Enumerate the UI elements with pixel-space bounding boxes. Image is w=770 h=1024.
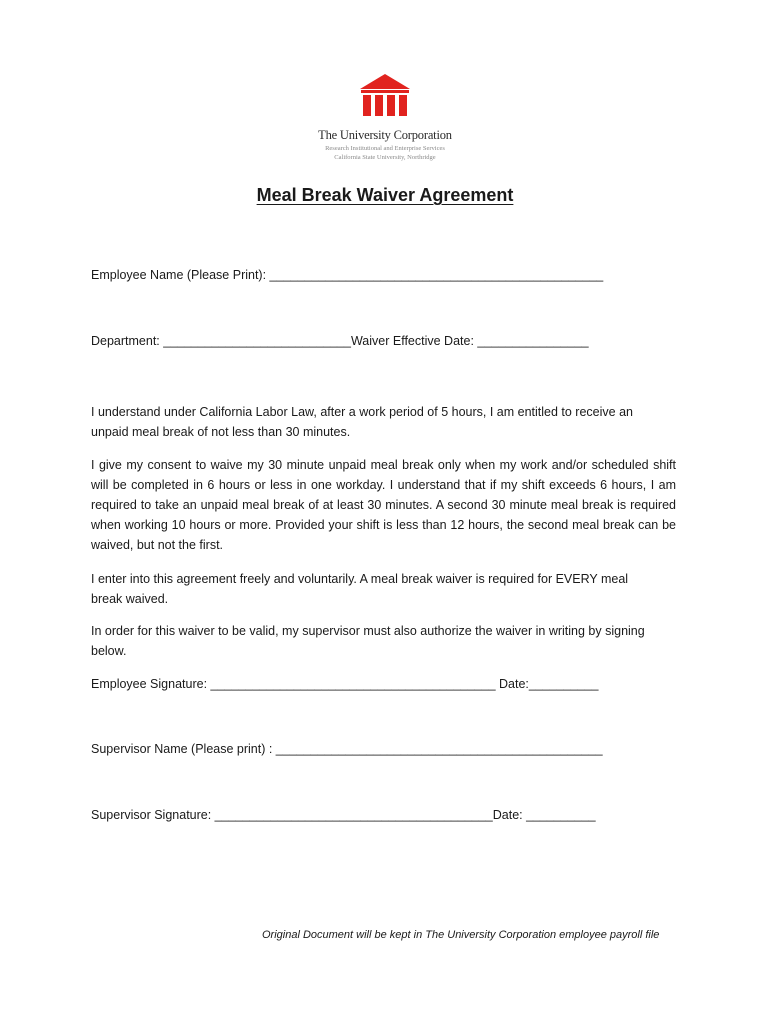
paragraph-labor-law: I understand under California Labor Law, after a work period of 5 hours, I am entitled to receive an unpaid meal break of not less than 30 minutes. [91,405,633,439]
organization-name: The University Corporation [318,128,452,142]
organization-subtitle-line1: Research Institutional and Enterprise Services [325,145,445,152]
footer-note: Original Document will be kept in The University Corporation employee payroll file [262,929,660,941]
supervisor-signature-field[interactable]: Supervisor Signature: ________________________________________Date: __________ [91,808,596,822]
paragraph-supervisor-authorization: In order for this waiver to be valid, my supervisor must also authorize the waiver in writing by signing below. [91,624,645,658]
supervisor-name-field[interactable]: Supervisor Name (Please print) : _______________________________________________ [91,742,603,756]
paragraph-consent: I give my consent to waive my 30 minute unpaid meal break only when my work and/or scheduled shift will be completed in 6 hours or less in one workday. I understand that if my shift exceeds 6 hours, I am required to take an unpaid meal break of at least 30 minutes. A second 30 minute meal break is required when working 10 hours or more. Provided your shift is less than 12 hours, the second meal break can be waived, but not the first. [91,458,676,552]
employee-name-field[interactable]: Employee Name (Please Print): ________________________________________________ [91,268,604,282]
paragraph-agreement: I enter into this agreement freely and voluntarily. A meal break waiver is required for EVERY meal break waived. [91,572,629,606]
organization-subtitle-line2: California State University, Northridge [334,154,436,161]
employee-signature-field[interactable]: Employee Signature: _________________________________________ Date:__________ [91,677,599,691]
document-title: Meal Break Waiver Agreement [256,185,514,205]
university-logo-icon [326,74,444,166]
department-and-effective-date-field[interactable]: Department: ___________________________Waiver Effective Date: ________________ [91,334,589,348]
